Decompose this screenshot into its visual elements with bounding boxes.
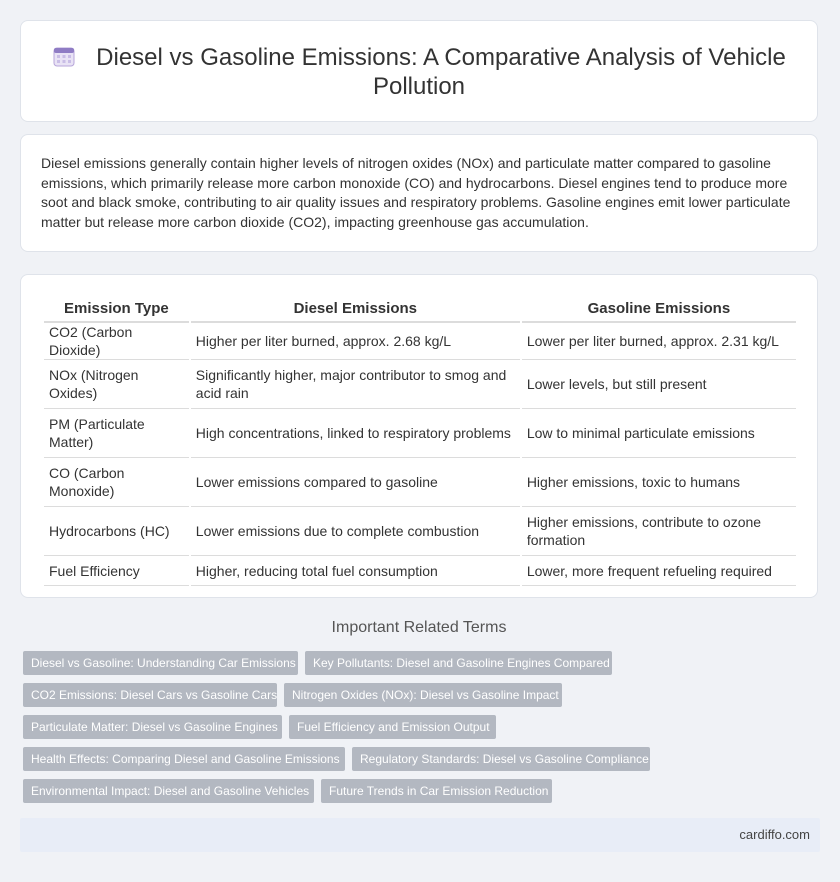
page-title (51, 43, 787, 101)
related-term-link[interactable]: CO2 Emissions: Diesel Cars vs Gasoline Cars (23, 683, 277, 707)
table-cell: CO2 (Carbon Dioxide) (44, 323, 189, 360)
header-emission-type: Emission Type (44, 295, 189, 323)
table-cell: Lower levels, but still present (522, 360, 796, 409)
table-cell: Significantly higher, major contributor to smog and acid rain (191, 360, 520, 409)
table-cell: Higher, reducing total fuel consumption (191, 556, 520, 586)
table-row (44, 507, 796, 556)
related-term-link[interactable]: Future Trends in Car Emission Reduction (321, 779, 552, 803)
comparison-table-card (20, 274, 818, 598)
title-card (20, 20, 818, 122)
table-row (44, 409, 796, 458)
related-terms-heading: Important Related Terms (331, 619, 507, 636)
table-row (44, 360, 796, 409)
summary-text: Diesel emissions generally contain higher levels of nitrogen oxides (NOx) and particulate matter compared to gasoline emissions, which primarily release more carbon monoxide (CO) and hydrocarbons. Diesel engines tend to produce more soot and black smoke, contributing to air quality issues and respiratory problems. Gasoline engines emit lower particulate matter but release more carbon dioxide (CO2), impacting greenhouse gas accumulation. (41, 155, 791, 230)
table-cell: PM (Particulate Matter) (44, 409, 189, 458)
summary-card (20, 134, 818, 252)
related-term-link[interactable]: Diesel vs Gasoline: Understanding Car Emissions (23, 651, 298, 675)
table-cell: Higher per liter burned, approx. 2.68 kg/L (191, 323, 520, 360)
table-row (44, 323, 796, 360)
table-cell: High concentrations, linked to respiratory problems (191, 409, 520, 458)
footer-site[interactable]: cardiffo.com (739, 827, 810, 842)
table-cell: Lower, more frequent refueling required (522, 556, 796, 586)
table-cell: Low to minimal particulate emissions (522, 409, 796, 458)
table-cell: Hydrocarbons (HC) (44, 507, 189, 556)
table-cell: Lower emissions due to complete combustion (191, 507, 520, 556)
table-cell: Higher emissions, contribute to ozone formation (522, 507, 796, 556)
page-title-text: Diesel vs Gasoline Emissions: A Comparative Analysis of Vehicle Pollution (96, 44, 786, 100)
calendar-icon (52, 44, 76, 68)
table-header-row (44, 295, 796, 323)
table-row (44, 458, 796, 507)
header-gasoline: Gasoline Emissions (522, 295, 796, 323)
related-term-link[interactable]: Regulatory Standards: Diesel vs Gasoline Compliance (352, 747, 650, 771)
table-row (44, 556, 796, 586)
related-term-link[interactable]: Particulate Matter: Diesel vs Gasoline Engines (23, 715, 282, 739)
related-term-link[interactable]: Key Pollutants: Diesel and Gasoline Engines Compared (305, 651, 612, 675)
table-cell: NOx (Nitrogen Oxides) (44, 360, 189, 409)
related-term-link[interactable]: Health Effects: Comparing Diesel and Gasoline Emissions (23, 747, 345, 771)
comparison-table (42, 295, 798, 586)
related-term-link[interactable]: Environmental Impact: Diesel and Gasoline Vehicles (23, 779, 314, 803)
table-cell: Lower per liter burned, approx. 2.31 kg/L (522, 323, 796, 360)
table-cell: Lower emissions compared to gasoline (191, 458, 520, 507)
related-term-link[interactable]: Fuel Efficiency and Emission Output (289, 715, 496, 739)
related-term-link[interactable]: Nitrogen Oxides (NOx): Diesel vs Gasoline Impact (284, 683, 562, 707)
table-cell: Higher emissions, toxic to humans (522, 458, 796, 507)
header-diesel: Diesel Emissions (191, 295, 520, 323)
table-cell: CO (Carbon Monoxide) (44, 458, 189, 507)
footer (20, 818, 820, 852)
table-cell: Fuel Efficiency (44, 556, 189, 586)
